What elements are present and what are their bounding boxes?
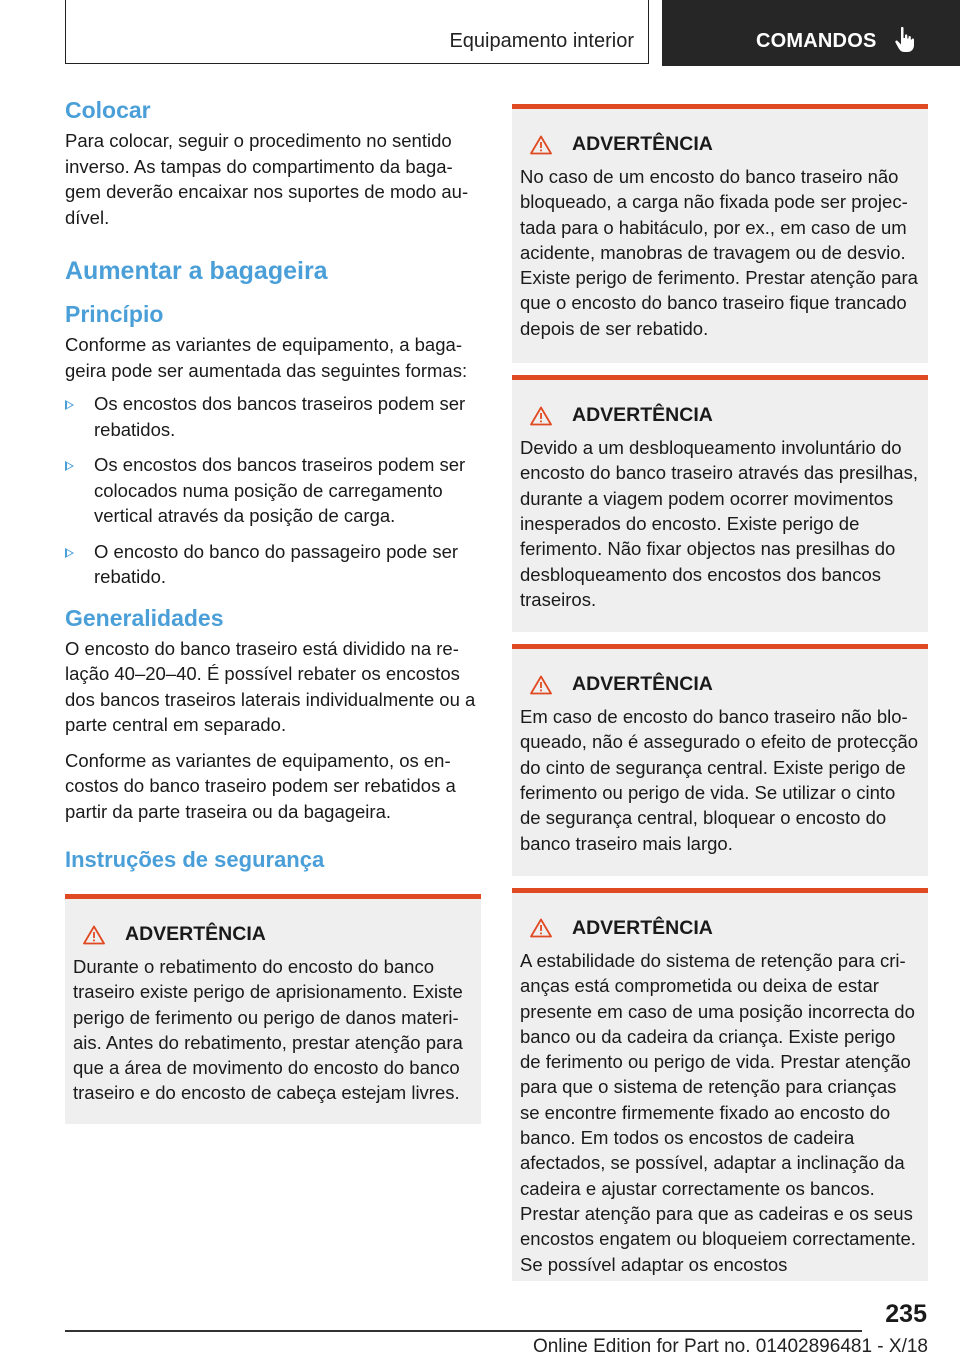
- list-item: [65, 539, 481, 590]
- spacer: [512, 632, 928, 644]
- spacer: [512, 876, 928, 888]
- chapter-label: COMANDOS: [756, 30, 877, 52]
- generalidades-paragraph-1: O encosto do banco traseiro está dividido na relação 40–20–40. É possível rebater os encostos dos bancos traseiros laterais individualmente ou a parte central em separado.: [65, 637, 476, 735]
- list-item: [65, 452, 481, 529]
- right-column: [512, 104, 928, 1281]
- triangle-right-outline-icon: [65, 400, 74, 410]
- warning-title-text: ADVERTÊNCIA: [572, 133, 713, 155]
- warning-triangle-icon: [530, 406, 552, 426]
- warning-title: [520, 673, 920, 696]
- warning-title: [520, 404, 920, 427]
- warning-title: [73, 923, 473, 946]
- warning-title-text: ADVERTÊNCIA: [572, 404, 713, 427]
- warning-box: [512, 644, 928, 876]
- warning-title-text: ADVERTÊNCIA: [125, 923, 266, 945]
- principio-paragraph: Conforme as variantes de equipamento, a bagageira pode ser aumentada das seguintes formas:: [65, 334, 468, 381]
- warning-text: A estabilidade do sistema de retenção para crianças está comprometida ou deixa de estar presente em caso de uma posição incorrecta do banco ou da cadeira da criança. Existe perigo de ferimento ou perigo de vida. Prestar atenção para que o sistema de retenção para crianças se encontre firmemente fixado ao encosto do banco. Em todos os encostos de cadeira afectados, se possível, adaptar a inclinação da cadeira e ajustar correctamente os bancos. Prestar atenção para que as cadeiras e os seus encostos engatem ou bloqueiem correctamente. Se possível adaptar os encostos: [520, 949, 916, 1275]
- footer-edition-text: Online Edition for Part no. 01402896481 - X/18: [532, 1336, 928, 1357]
- triangle-right-outline-icon: [65, 461, 74, 471]
- warning-triangle-icon: [530, 918, 552, 938]
- list-item-text: O encosto do banco do passageiro pode ser rebatido.: [94, 540, 459, 587]
- page-number: 235: [885, 1300, 927, 1328]
- warning-box: [512, 104, 928, 363]
- warning-text: Em caso de encosto do banco traseiro não bloqueado, não é assegurado o efeito de protecção do cinto de segurança central. Existe perigo de ferimento ou perigo de vida. Se utilizar o cinto de segurança central, bloquear o encosto do banco traseiro mais largo.: [520, 706, 919, 854]
- header-section-box: [65, 0, 649, 64]
- warning-title: [520, 133, 920, 156]
- header-chapter-tab: [662, 0, 960, 66]
- list-item-text: Os encostos dos bancos traseiros podem ser colocados numa posição de carregamento vertical através da posição de carga.: [94, 454, 466, 526]
- warning-box: [512, 888, 928, 1281]
- warning-title-text: ADVERTÊNCIA: [572, 916, 713, 939]
- colocar-heading: Colocar: [65, 97, 151, 123]
- generalidades-paragraph-2: Conforme as variantes de equipamento, os encostos do banco traseiro podem ser rebatidos a partir da parte traseira ou da bagageira.: [65, 749, 456, 822]
- warning-box: [65, 894, 481, 1124]
- warning-box: [512, 375, 928, 632]
- colocar-paragraph: Para colocar, seguir o procedimento no sentido inverso. As tampas do compartimento da bagagem deverão encaixar nos suportes de modo audível.: [65, 130, 469, 228]
- aumentar-bagageira-heading: Aumentar a bagageira: [65, 257, 328, 285]
- list-item-text: Os encostos dos bancos traseiros podem ser rebatidos.: [94, 393, 466, 440]
- footer-divider: [65, 1330, 862, 1332]
- triangle-right-outline-icon: [65, 548, 74, 558]
- generalidades-heading: Generalidades: [65, 604, 224, 631]
- warning-title-text: ADVERTÊNCIA: [572, 673, 713, 696]
- warning-title: [520, 917, 920, 940]
- page-header: [0, 0, 960, 66]
- left-column: [65, 96, 481, 1124]
- pointing-hand-icon: [894, 26, 916, 54]
- warning-triangle-icon: [530, 675, 552, 695]
- warning-text: No caso de um encosto do banco traseiro não bloqueado, a carga não fixada pode ser projectada para o habitáculo, por ex., em caso de um acidente, manobras de travagem ou de desvio. Existe perigo de ferimento. Prestar atenção para que o encosto do banco traseiro fique trancado depois de ser rebatido.: [520, 166, 918, 339]
- seguranca-heading: Instruções de segurança: [65, 847, 325, 872]
- bullet-list: [65, 391, 481, 590]
- warning-triangle-icon: [530, 135, 552, 155]
- spacer: [512, 363, 928, 375]
- warning-text: Devido a um desbloqueamento involuntário do encosto do banco traseiro através das presilhas, durante a viagem podem ocorrer movimentos inesperados do encosto. Existe perigo de ferimento. Não fixar objectos nas presilhas do desbloqueamento dos encostos dos bancos traseiros.: [520, 437, 918, 610]
- list-item: [65, 391, 481, 442]
- header-section-title: Equipamento interior: [449, 30, 634, 52]
- warning-text: Durante o rebatimento do encosto do banco traseiro existe perigo de aprisionamento. Existe perigo de ferimento ou perigo de danos materiais. Antes do rebatimento, prestar atenção para que a área de movimento do encosto do banco traseiro e do encosto de cabeça estejam livres.: [73, 956, 463, 1104]
- warning-triangle-icon: [83, 925, 105, 945]
- principio-heading: Princípio: [65, 301, 164, 327]
